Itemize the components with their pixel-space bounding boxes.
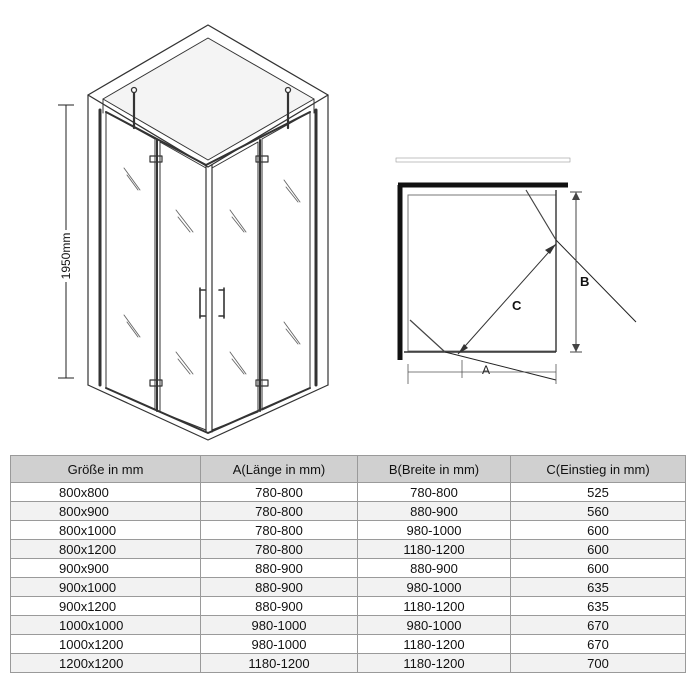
cell-size: 900x1200 [11,597,201,616]
cell-entry-c: 600 [511,521,686,540]
cell-width-b: 1180-1200 [357,597,510,616]
cell-entry-c: 635 [511,597,686,616]
table-row [11,635,686,654]
cell-size: 800x900 [11,502,201,521]
cell-size: 1200x1200 [11,654,201,673]
cell-entry-c: 600 [511,559,686,578]
cell-width-b: 1180-1200 [357,654,510,673]
right-fixed-panel [262,112,310,410]
cell-length-a: 880-900 [201,559,358,578]
label-b: B [580,274,590,289]
cell-entry-c: 635 [511,578,686,597]
cell-length-a: 1180-1200 [201,654,358,673]
table-row [11,578,686,597]
table-row [11,502,686,521]
height-label: 1950mm [59,232,73,280]
left-door-panel [160,142,206,430]
cell-width-b: 980-1000 [357,616,510,635]
cell-length-a: 780-800 [201,521,358,540]
table-header-row [11,456,686,483]
table-row [11,597,686,616]
cell-entry-c: 525 [511,483,686,502]
cell-size: 900x900 [11,559,201,578]
left-fixed-panel [106,112,155,410]
cell-size: 1000x1200 [11,635,201,654]
header-entry-c: C(Einstieg in mm) [511,456,686,483]
cell-entry-c: 600 [511,540,686,559]
table-row [11,521,686,540]
cell-length-a: 980-1000 [201,635,358,654]
plan-view [396,158,636,384]
cell-length-a: 780-800 [201,483,358,502]
cell-length-a: 880-900 [201,578,358,597]
label-a: A [482,363,491,377]
cell-entry-c: 670 [511,616,686,635]
cell-width-b: 780-800 [357,483,510,502]
cell-width-b: 1180-1200 [357,540,510,559]
cell-entry-c: 700 [511,654,686,673]
cell-length-a: 980-1000 [201,616,358,635]
cell-width-b: 1180-1200 [357,635,510,654]
cell-entry-c: 670 [511,635,686,654]
cell-width-b: 980-1000 [357,578,510,597]
header-length-a: A(Länge in mm) [201,456,358,483]
table-row [11,654,686,673]
table-row [11,540,686,559]
cell-width-b: 880-900 [357,502,510,521]
table-row [11,483,686,502]
cell-size: 800x800 [11,483,201,502]
right-door-panel [212,142,258,430]
cell-length-a: 880-900 [201,597,358,616]
label-c: C [512,298,522,313]
table-row [11,559,686,578]
cell-size: 800x1000 [11,521,201,540]
cell-width-b: 880-900 [357,559,510,578]
cell-entry-c: 560 [511,502,686,521]
cell-length-a: 780-800 [201,540,358,559]
cell-size: 800x1200 [11,540,201,559]
door-handle-right [219,288,224,318]
header-width-b: B(Breite in mm) [357,456,510,483]
header-size: Größe in mm [11,456,201,483]
cell-width-b: 980-1000 [357,521,510,540]
table-row [11,616,686,635]
shower-enclosure [88,25,328,440]
cell-size: 900x1000 [11,578,201,597]
cell-size: 1000x1000 [11,616,201,635]
size-table [10,455,686,673]
door-handle-left [200,288,205,318]
cell-length-a: 780-800 [201,502,358,521]
